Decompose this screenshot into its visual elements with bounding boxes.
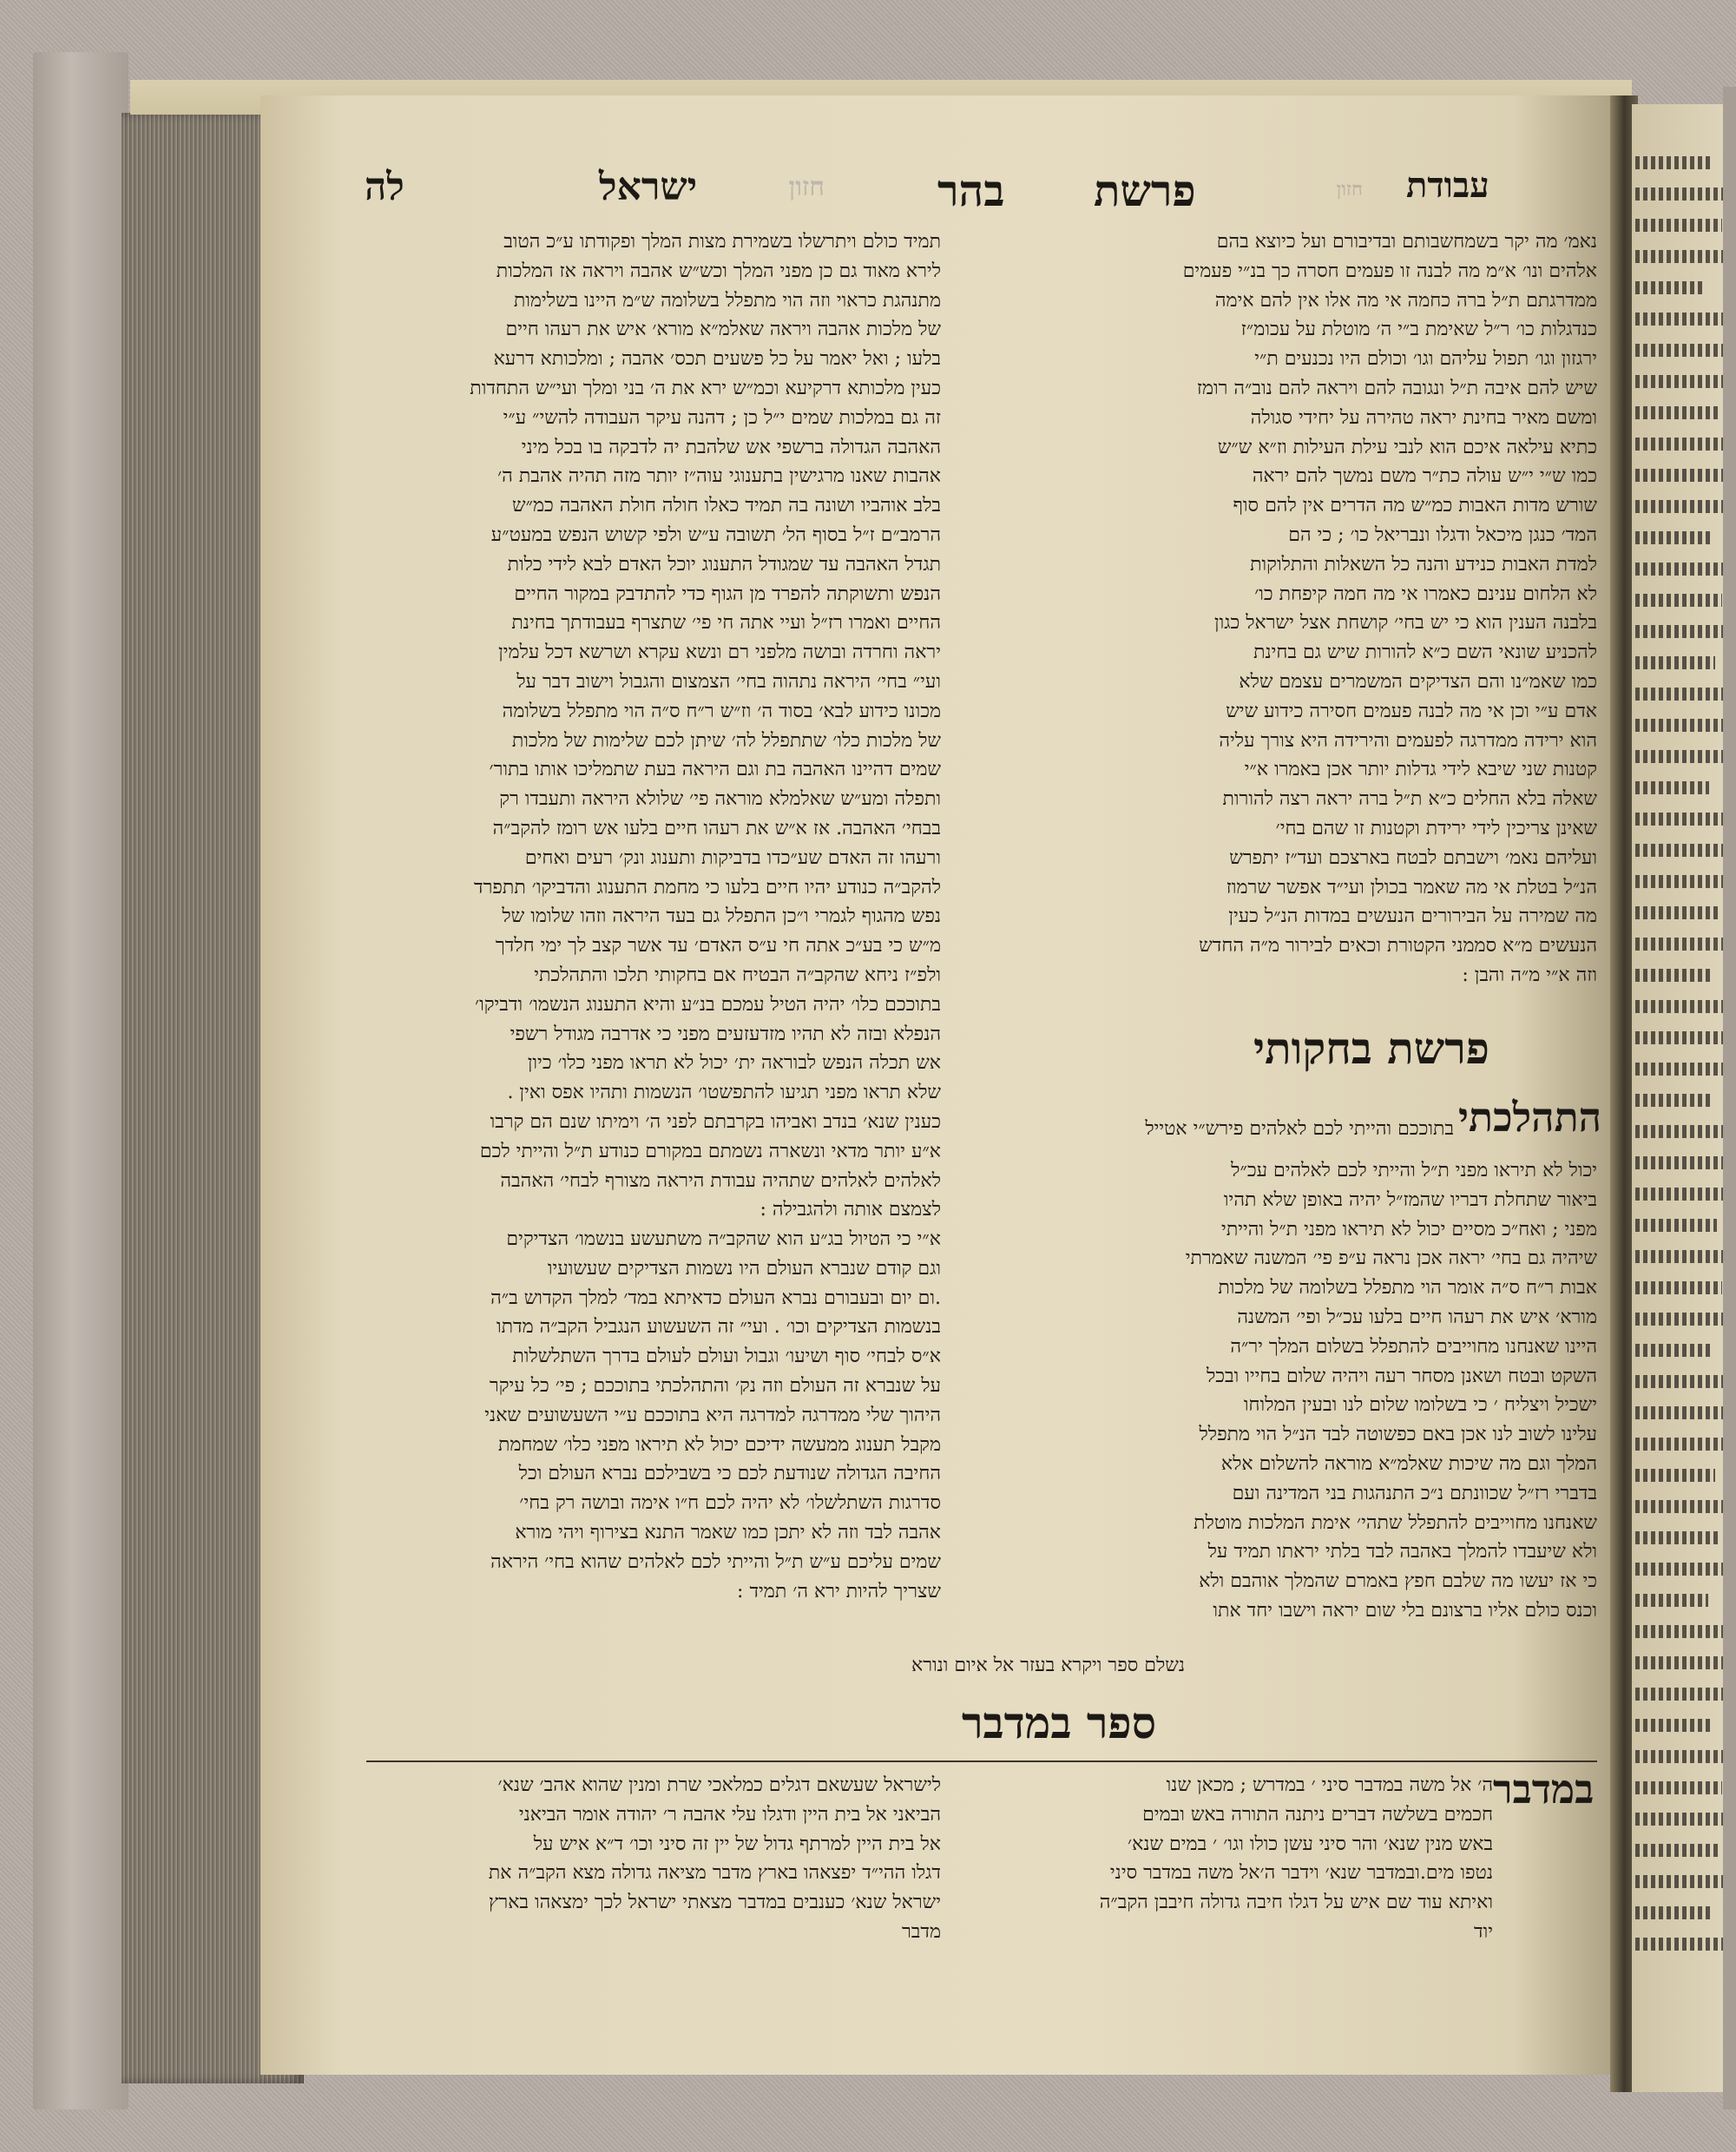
bamidbar-left-line: הביאני אל בית היין ודגלו עלי אהבה ר׳ יהודה אומר הביאני — [518, 1803, 941, 1826]
left-column-line: אהבה לבד וזה לא יתכן כמו שאמר התנא בצירוף ויהי מורא — [515, 1522, 941, 1544]
bechukotai-line: שאנחנו מחוייבים להתפלל שתהי׳ אימת המלכות מוטלת — [1194, 1511, 1597, 1534]
left-column-line: אש תכלה הנפש לבוראה ית׳ יכול לא תראו מפני כלו׳ כיון — [527, 1052, 941, 1075]
left-column-line: מכונו כידוע לבא׳ בסוד ה׳ וז״ש ר״ח ס״ה הוי מתפלל בשלומה — [502, 700, 941, 722]
left-column-line: תמיד כולם ויתרשלו בשמירת מצות המלך ופקודתו ע״כ הטוב — [503, 231, 941, 253]
left-column-line: לירא מאוד גם כן מפני המלך וכש״ש אהבה ויראה אז המלכות — [496, 260, 941, 282]
right-cover-board — [1723, 87, 1736, 2109]
right-column-line: שיש להם איבה ת״ל ונגובה להם ויראה להם נוב״ה רומז — [1196, 377, 1597, 399]
bechukotai-line: ישכיל ויצליח ׳ כי בשלומו שלום לנו ובעין המלוחו — [1243, 1394, 1597, 1417]
right-column-line: כתיא עילאה איכם הוא לנבי עילת העילות וז״א ש״ש — [1217, 436, 1597, 458]
bamidbar-right-line: ואיתא עוד שם איש על דגלו חיבה גדולה חיבבן הקב״ה — [1099, 1892, 1493, 1914]
bechukotai-line: וכנס כולם אליו ברצונם בלי שום יראה וישבו יחד אתו — [1213, 1599, 1597, 1622]
bechukotai-intro-line: בתוככם והייתי לכם לאלהים פירש״י אטייל — [1145, 1118, 1454, 1140]
facing-page-fragment — [1632, 104, 1736, 2092]
right-column-line: כמו שאמ״נו והם הצדיקים המשמרים עצמם שלא — [1239, 670, 1597, 693]
bechukotai-line: שיהיה גם בחי׳ יראה אכן נראה ע״פ פי׳ המשנה שאמרתי — [1185, 1247, 1597, 1270]
right-column-line: למדת האבות כנידע והנה כל השאלות והתלוקות — [1250, 553, 1597, 576]
left-column-line: לאלהים לאלהים שתהיה עבודת היראה מצורף לבחי׳ האהבה — [500, 1169, 941, 1192]
opening-word-bamidbar: במדבר — [1493, 1766, 1595, 1813]
left-column-line: ותפלה ומע״ש שאלמלא מוראה פי׳ שלולא היראה ותעבדו רק — [499, 788, 941, 811]
bamidbar-left-line: ישראל שנא׳ כענבים במדבר מצאתי ישראל לכך ימצאהו בארץ — [488, 1892, 941, 1914]
left-column-line: סדרגות השתלשלו׳ לא יהיה לכם ח״ו אימה ובושה רק בחי׳ — [519, 1492, 941, 1515]
left-column-line: א״ע יותר מדאי ונשארה נשמתם במקורם כנודע ת״ל והייתי לכם — [479, 1140, 941, 1162]
bechukotai-line: המלך וגם מה שיכות שאלמ״א מוראה להשלום אלא — [1220, 1452, 1597, 1475]
left-column-line: כענין שנא׳ בנדב ואביהו בקרבתם לפני ה׳ וימיתו שנם הם קרבו — [490, 1110, 941, 1133]
left-text-column — [366, 227, 941, 1651]
bechukotai-line: מפני ; ואח״כ מסיים יכול לא תיראו מפני ת״ל והייתי — [1221, 1218, 1597, 1241]
left-column-line: א״ס לבחי׳ סוף ושיעו׳ וגבול ועולם לעולם בדרך השתלשלות — [512, 1346, 941, 1368]
right-column-line: הנ״ל בטלת אי מה שאמר בכולן ועי״ד אפשר שרמוז — [1226, 876, 1597, 898]
right-text-column-behar — [1055, 227, 1597, 998]
header-book-title: עבודת — [1406, 165, 1489, 206]
left-column-line: זה גם במלכות שמים י״ל כן ; דהנה עיקר העבודה להשי״ ע״י — [503, 406, 941, 429]
right-column-line: שאלה בלא החלים כ״א ת״ל ברה יראה רצה להורות — [1222, 788, 1597, 811]
end-of-vayikra: נשלם ספר ויקרא בעזר אל איום ונורא — [911, 1655, 1185, 1676]
left-column-line: בלב אוהביו ושונה בה תמיד כאלו חולה חולת האהבה כמ״ש — [512, 495, 941, 517]
left-column-line: על שנברא זה העולם וזה נק׳ והתהלכתי בתוככם ; פי׳ כל עיקר — [489, 1375, 941, 1398]
bechukotai-line: יכול לא תיראו מפני ת״ל והייתי לכם לאלהים עכ״ל — [1231, 1160, 1597, 1181]
left-column-line: שצריך להיות ירא ה׳ תמיד : — [737, 1580, 941, 1602]
left-column-line: ולפ״ז ניחא שהקב״ה הבטיח אם בחקותי תלכו והתהלכתי — [534, 964, 941, 986]
left-column-line: בבחי׳ האהבה. אז א״ש את רעהו חיים בלעו אש רומז להקב״ה — [492, 817, 941, 839]
bechukotai-line: מורא׳ איש את רעהו חיים בלעו עכ״ל ופי׳ המשנה — [1237, 1306, 1597, 1328]
right-column-line: הוא ירידה ממדרגה לפעמים והירידה היא צורך עליה — [1219, 729, 1597, 752]
right-text-column-bechukotai — [1055, 1156, 1597, 1642]
right-column-line: אלהים ונו׳ א״מ מה לבנה זו פעמים חסרה כך בנ״י פעמים — [1182, 260, 1597, 282]
left-column-line: הרמב״ם ז״ל בסוף הל׳ תשובה ע״ש ולפי קשוש הנפש במעט״ע — [490, 523, 941, 546]
bechukotai-line: אבות ר״ח ס״ה אומר הוי מתפלל בשלומה של מלכות — [1218, 1277, 1597, 1300]
right-column-line: ממדרגתם ת״ל ברה כחמה אי מה אלו אין להם אימה — [1214, 289, 1597, 312]
right-column-line: הנעשים מ״א סממני הקטורת וכאים לבירור מ״ה החדש — [1199, 935, 1597, 958]
left-cover-board — [33, 52, 128, 2109]
left-column-line: מקבל תענוג ממעשה ידיכם יכול לא תיראו מפני כלו׳ שמחמת — [497, 1433, 941, 1456]
left-column-line: כעין מלכותא דרקיעא וכמ״ש ירא את ה׳ בני ומלך ועי״ש התחדות — [470, 377, 941, 399]
right-column-line: לא הלחום ענינם כאמרו אי מה חמה קיפחת כו׳ — [1254, 582, 1597, 605]
left-column-line: תגדל האהבה עד שמגודל התענוג יוכל האדם לבא לידי כלות — [507, 553, 941, 576]
left-column-line: וגם קודם שנברא העולם היו נשמות הצדיקים שעשועיו — [547, 1257, 941, 1280]
opening-word-bechukotai: התהלכתי — [1458, 1094, 1602, 1141]
left-column-line: מתנהגת כראוי וזה הוי מתפלל בשלומה ש״מ היינו בשלימות — [513, 289, 941, 312]
left-column-line: הנפלא ובזה לא תהיו מזדעזעים מפני כי אדרבה מגודל רשפי — [510, 1023, 941, 1045]
left-column-line: ורעהו זה האדם שע״כדו בדביקות ותענוג ונק׳ רעים ואחים — [524, 846, 941, 869]
right-column-line: קטנות שני שיבא לידי גדלות יותר אכן באמרו א״י — [1244, 759, 1597, 781]
bamidbar-left-line: דגלו ההי״ד יפצאהו בארץ מדבר מציאה גדולה מצא הקב״ה את — [488, 1862, 941, 1885]
divider-rule — [366, 1760, 1597, 1762]
left-column-line: נפש מהגוף לגמרי ו״כן התפלל גם בעד היראה וזהו שלומו של — [502, 905, 941, 928]
left-column-line: לצמצם אותה ולהגבילה : — [760, 1199, 941, 1221]
left-column-line: החיבה הגדולה שנודעת לכם כי בשבילכם נברא העולם וכל — [518, 1463, 941, 1485]
left-column-line: מ״ש כי בע״כ אתה חי ע״ס האדם׳ עד אשר קצב לך ימי חלדך — [495, 935, 941, 958]
right-column-line: ירגזון וגו׳ תפול עליהם וגו׳ וכולם היו נכנעים ת״י — [1254, 348, 1597, 371]
bamidbar-left-line: אל בית היין למרתף גדול של יין זה סיני וכו׳ ד״א איש על — [533, 1833, 941, 1855]
left-column-line: החיים ואמרו רז״ל ועיי אתה חי פי׳ שתצרף בעבודתך בחינת — [511, 612, 941, 635]
header-parasha-name: בהר — [937, 165, 1005, 216]
left-column-line: שמים עליכם ע״ש ת״ל והייתי לכם לאלהים שהוא בחי׳ היראה — [490, 1550, 941, 1573]
right-column-line: מה שמירה על הבירורים הנעשים במדות הנ״ל כעין — [1228, 905, 1597, 928]
bechukotai-line: ולא שיעבדו להמלך באהבה לבד בלתי יראתו תמיד על — [1207, 1541, 1597, 1563]
right-column-line: נאמ׳ מה יקר בשמחשבותם ובדיבורם ועל כיוצא בהם — [1216, 231, 1597, 253]
left-column-line: .ום יום ובעבורם נברא העולם כדאיתא במד׳ למלך הקדוש ב״ה — [490, 1287, 941, 1309]
bechukotai-line: היינו שאנחנו מחוייבים להתפלל בשלום המלך יר״ה — [1230, 1335, 1597, 1358]
right-column-line: אדם ע״י וכן אי מה לבנה פעמים חסירה כידוע שיש — [1226, 700, 1597, 722]
left-column-line: אהבות שאנו מרגישין בתענוגי עוה״ז יותר מזה תהיה אהבת ה׳ — [497, 465, 941, 488]
left-column-line: האהבה הגדולה ברשפי אש שלהבת יה לדבקה בו בכל מיני — [521, 436, 941, 458]
right-column-line: שאינן צריכין לידי ירידת וקטנות זו שהם בחי׳ — [1275, 817, 1597, 839]
bamidbar-right-line: יוד — [1474, 1920, 1493, 1943]
bechukotai-line: ביאור שתחלת דבריו שהמז״ל יהיה באופן שלא תהיו — [1223, 1188, 1597, 1211]
left-column-line: היהוך שלי ממדרגה למדרגה היא בתוככם ע״י השעשועים שאני — [484, 1404, 941, 1426]
page-number: לה — [365, 165, 404, 209]
right-column-line: ומשם מאיר בחינת יראה טהירה על יחידי סגולה — [1250, 406, 1597, 429]
bechukotai-line: עלינו לשוב לנו אכן באם כפשוטה לבד הנ״ל הוי מתפלל — [1199, 1424, 1597, 1446]
bamidbar-left-column — [366, 1771, 941, 1953]
right-column-line: כמו ש״י י״ש עולה כת״ר משם נמשך להם יראה — [1252, 465, 1597, 488]
bamidbar-right-line: נטפו מים.ובמדבר שנא׳ וידבר ה׳אל משה במדבר סיני — [1109, 1862, 1493, 1885]
faded-stamp: חזון — [788, 172, 825, 202]
right-column-line: שורש מדות האבות כמ״ש מה הדרים אין להם סוף — [1233, 495, 1597, 517]
left-column-line: שמים דהיינו האהבה בת וגם היראה בעת שתמליכו אותו בתור׳ — [489, 759, 941, 781]
right-column-line: ועליהם נאמ׳ וישבתם לבטח בארצכם ועד״ז יתפרש — [1229, 846, 1597, 869]
left-column-line: של מלכות כלו׳ שתתפלל לה׳ שיתן לכם שלימות של מלכות — [511, 729, 941, 752]
bamidbar-right-line: חכמים בשלשה דברים ניתנה התורה באש ובמים — [1142, 1803, 1493, 1826]
right-column-line: כנדגלות כו׳ ר״ל שאימת ב״י ה׳ מוטלת על עכומ״ז — [1240, 319, 1597, 341]
right-column-line: להכניע שונאי השם כ״א להורות שיש גם בחינת — [1253, 642, 1597, 664]
bamidbar-right-column — [1055, 1771, 1493, 1953]
left-column-line: ועי״ בחי׳ היראה נתהוה בחי׳ הצמצום והגבול וישוב דבר על — [516, 670, 941, 693]
left-column-line: להקב״ה כנודע יהיו חיים בלעו כי מחמת התענוג והדביקו׳ תתפרד — [474, 876, 941, 898]
bechukotai-line: בדברי רז״ל שכוונתם נ״כ התנהגות בני המדינה ועם — [1232, 1482, 1597, 1504]
right-column-line: המד׳ כנגן מיכאל ודגלו ונבריאל כו׳ ; כי הם — [1288, 523, 1597, 546]
left-column-line: של מלכות אהבה ויראה שאלמ״א מורא׳ איש את רעהו חיים — [505, 319, 941, 341]
left-column-line: א״י כי הטיול בג״ע הוא שהקב״ה משתעשע בנשמו׳ הצדיקים — [506, 1228, 941, 1251]
bamidbar-right-line: ה׳ אל משה במדבר סיני ׳ במדרש ; מכאן שנו — [1166, 1774, 1493, 1796]
left-column-line: יראה וחרדה ובושה מלפני רם ונשא עקרא ושרשא דכל עלמין — [498, 642, 941, 664]
bechukotai-line: השקט ובטח ושאנן מסחר רעה ויהיה שלום בחייו ובכל — [1206, 1365, 1597, 1387]
faded-stamp-2: חזון — [1336, 178, 1363, 201]
left-column-line: הנפש ותשוקתה להפרד מן הגוף כדי להתדבק במקור החיים — [514, 582, 941, 605]
bechukotai-intro — [1055, 1096, 1454, 1156]
left-column-line: בנשמות הצדיקים וכו׳ . ועי״ זה השעשוע הנגביל הקב״ה מדתו — [496, 1316, 941, 1339]
left-column-line: בלעו ; ואל יאמר על כל פשעים תכס׳ אהבה ; ומלכותא דרעא — [493, 348, 941, 371]
bamidbar-left-line: לישראל שעשאם דגלים כמלאכי שרת ומנין שהוא אהב׳ שנא׳ — [497, 1774, 941, 1796]
bamidbar-right-line: באש מנין שנא׳ והר סיני עשן כולו וגו׳ ׳ במים שנא׳ — [1128, 1833, 1493, 1855]
header-word-yisrael: ישראל — [599, 165, 698, 209]
section-title-bamidbar: ספר במדבר — [961, 1697, 1157, 1748]
section-title-bechukotai: פרשת בחקותי — [1253, 1023, 1489, 1074]
right-column-line: בלבנה הענין הוא כי יש בחי׳ קושחת אצל ישראל כגון — [1213, 612, 1597, 635]
left-column-line: שלא תראו מפני תגיעו להתפשטו׳ הנשמות ותהיו אפס ואין . — [507, 1082, 941, 1104]
bechukotai-line: כי אז יעשו מה שלבם חפץ באמרם שהמלך אוהבם ולא — [1199, 1570, 1597, 1593]
left-column-line: בתוככם כלו׳ יהיה הטיל עמכם בנ״ע והיא התענוג הנשמו׳ ודביקו׳ — [475, 993, 941, 1016]
header-parasha-word: פרשת — [1094, 165, 1196, 216]
bamidbar-left-line: מדבר — [901, 1920, 941, 1943]
right-column-line: וזה א״י מ״ה והבן : — [1462, 964, 1597, 986]
